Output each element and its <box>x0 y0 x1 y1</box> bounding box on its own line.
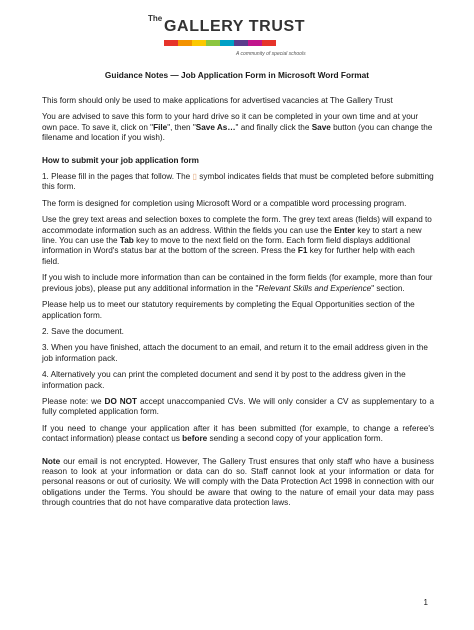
change-application-paragraph <box>42 424 434 445</box>
text-run: Use the grey text areas and selection boxes to complete the form. The grey text areas (fields) will expand to accommodate information such as an address. Within the fields you can use the <box>42 215 432 235</box>
logo-name: GALLERY TRUST <box>164 18 306 35</box>
text-run: accept unaccompanied CVs. We will only consider a CV as supplementary to a fully completed application form. <box>42 396 434 417</box>
text-run: key to move to the next field on the form. Each form field displays additional information in Word's status bar at the bottom of the screen. Press the <box>42 236 411 256</box>
step-4: 4. Alternatively you can print the completed document and send it by post to the address given in the information pack. <box>42 370 406 390</box>
f1-key-text: F1 <box>297 246 308 256</box>
logo-tagline: A community of special schools <box>236 51 306 57</box>
enter-key-text: Enter <box>334 225 356 235</box>
logo-colour-segment <box>192 40 206 46</box>
document-body <box>42 96 434 515</box>
logo-colour-segment <box>248 40 262 46</box>
required-field-symbol-icon: ▯ <box>192 172 198 182</box>
text-run: button (you can change the filename and location if you wish). <box>42 122 433 143</box>
logo-colour-segment <box>206 40 220 46</box>
note-label: Note <box>42 456 61 466</box>
text-run: You are advised to save this form to your hard drive so it can be completed in your own time and at your own pace. To save it, click on " <box>42 112 419 132</box>
section-name-text: Relevant Skills and Experience <box>258 283 372 293</box>
text-run: key for further help with each field. <box>42 246 415 266</box>
text-run: sending a second copy of your application form. <box>207 434 383 444</box>
document-title: Guidance Notes — Job Application Form in Microsoft Word Format <box>104 70 370 80</box>
logo-colour-bar <box>164 40 276 46</box>
logo-colour-segment <box>178 40 192 46</box>
before-text: before <box>182 434 208 444</box>
text-run: " and finally click the <box>235 122 312 132</box>
more-info-paragraph <box>42 273 434 294</box>
text-run: key to start a new line. You can use the <box>42 225 422 246</box>
text-run: 1. Please fill in the pages that follow. The <box>42 172 193 182</box>
page-number: 1 <box>423 598 428 607</box>
logo-colour-segment <box>262 40 276 46</box>
equal-opportunities-paragraph: Please help us to meet our statutory requirements by completing the Equal Opportunities section of the application form. <box>42 300 415 320</box>
logo-colour-segment <box>234 40 248 46</box>
data-protection-note <box>42 457 434 509</box>
cv-note-paragraph <box>42 397 434 418</box>
text-run: Please note: we <box>42 396 105 406</box>
gallery-trust-logo <box>0 14 474 60</box>
logo-colour-segment <box>164 40 178 46</box>
save-text: Save <box>311 122 331 132</box>
do-not-text: DO NOT <box>104 396 138 406</box>
step-2: 2. Save the document. <box>42 326 124 336</box>
grey-areas-paragraph <box>42 215 434 267</box>
text-run: " section. <box>371 283 405 293</box>
text-run: ", then " <box>167 122 196 132</box>
section-heading: How to submit your job application form <box>42 155 199 165</box>
save-instructions <box>42 112 434 143</box>
step-1 <box>42 172 434 193</box>
text-run: symbol indicates fields that must be completed before submitting this form. <box>42 172 434 192</box>
file-menu-text: File <box>153 122 168 132</box>
text-run: our email is not encrypted. However, The Gallery Trust ensures that only staff who have a business reason to look at your information or data can do so. Staff cannot look at your information or data for personal reasons or out of curiosity. We will comply with the Data Protection Act 1998 in connection with our obligations under the Terms. You should be aware that owing to the nature of email your data may pass through countries that do not have comparative data protection laws. <box>42 456 434 508</box>
text-run: If you wish to include more information than can be contained in the form fields (for example, more than four previous jobs), please put any additional information in the " <box>42 273 433 293</box>
step-3: 3. When you have finished, attach the document to an email, and return it to the email address given in the job information pack. <box>42 343 428 363</box>
tab-key-text: Tab <box>119 236 134 246</box>
word-paragraph: The form is designed for completion using Microsoft Word or a compatible word processing program. <box>42 198 407 208</box>
logo-colour-segment <box>220 40 234 46</box>
logo-the: The <box>148 14 163 23</box>
text-run: If you need to change your application after it has been submitted (for example, to change a referee's contact information) please contact us <box>42 423 434 444</box>
save-as-text: Save As… <box>195 122 236 132</box>
intro-paragraph: This form should only be used to make applications for advertised vacancies at The Gallery Trust <box>42 96 393 105</box>
